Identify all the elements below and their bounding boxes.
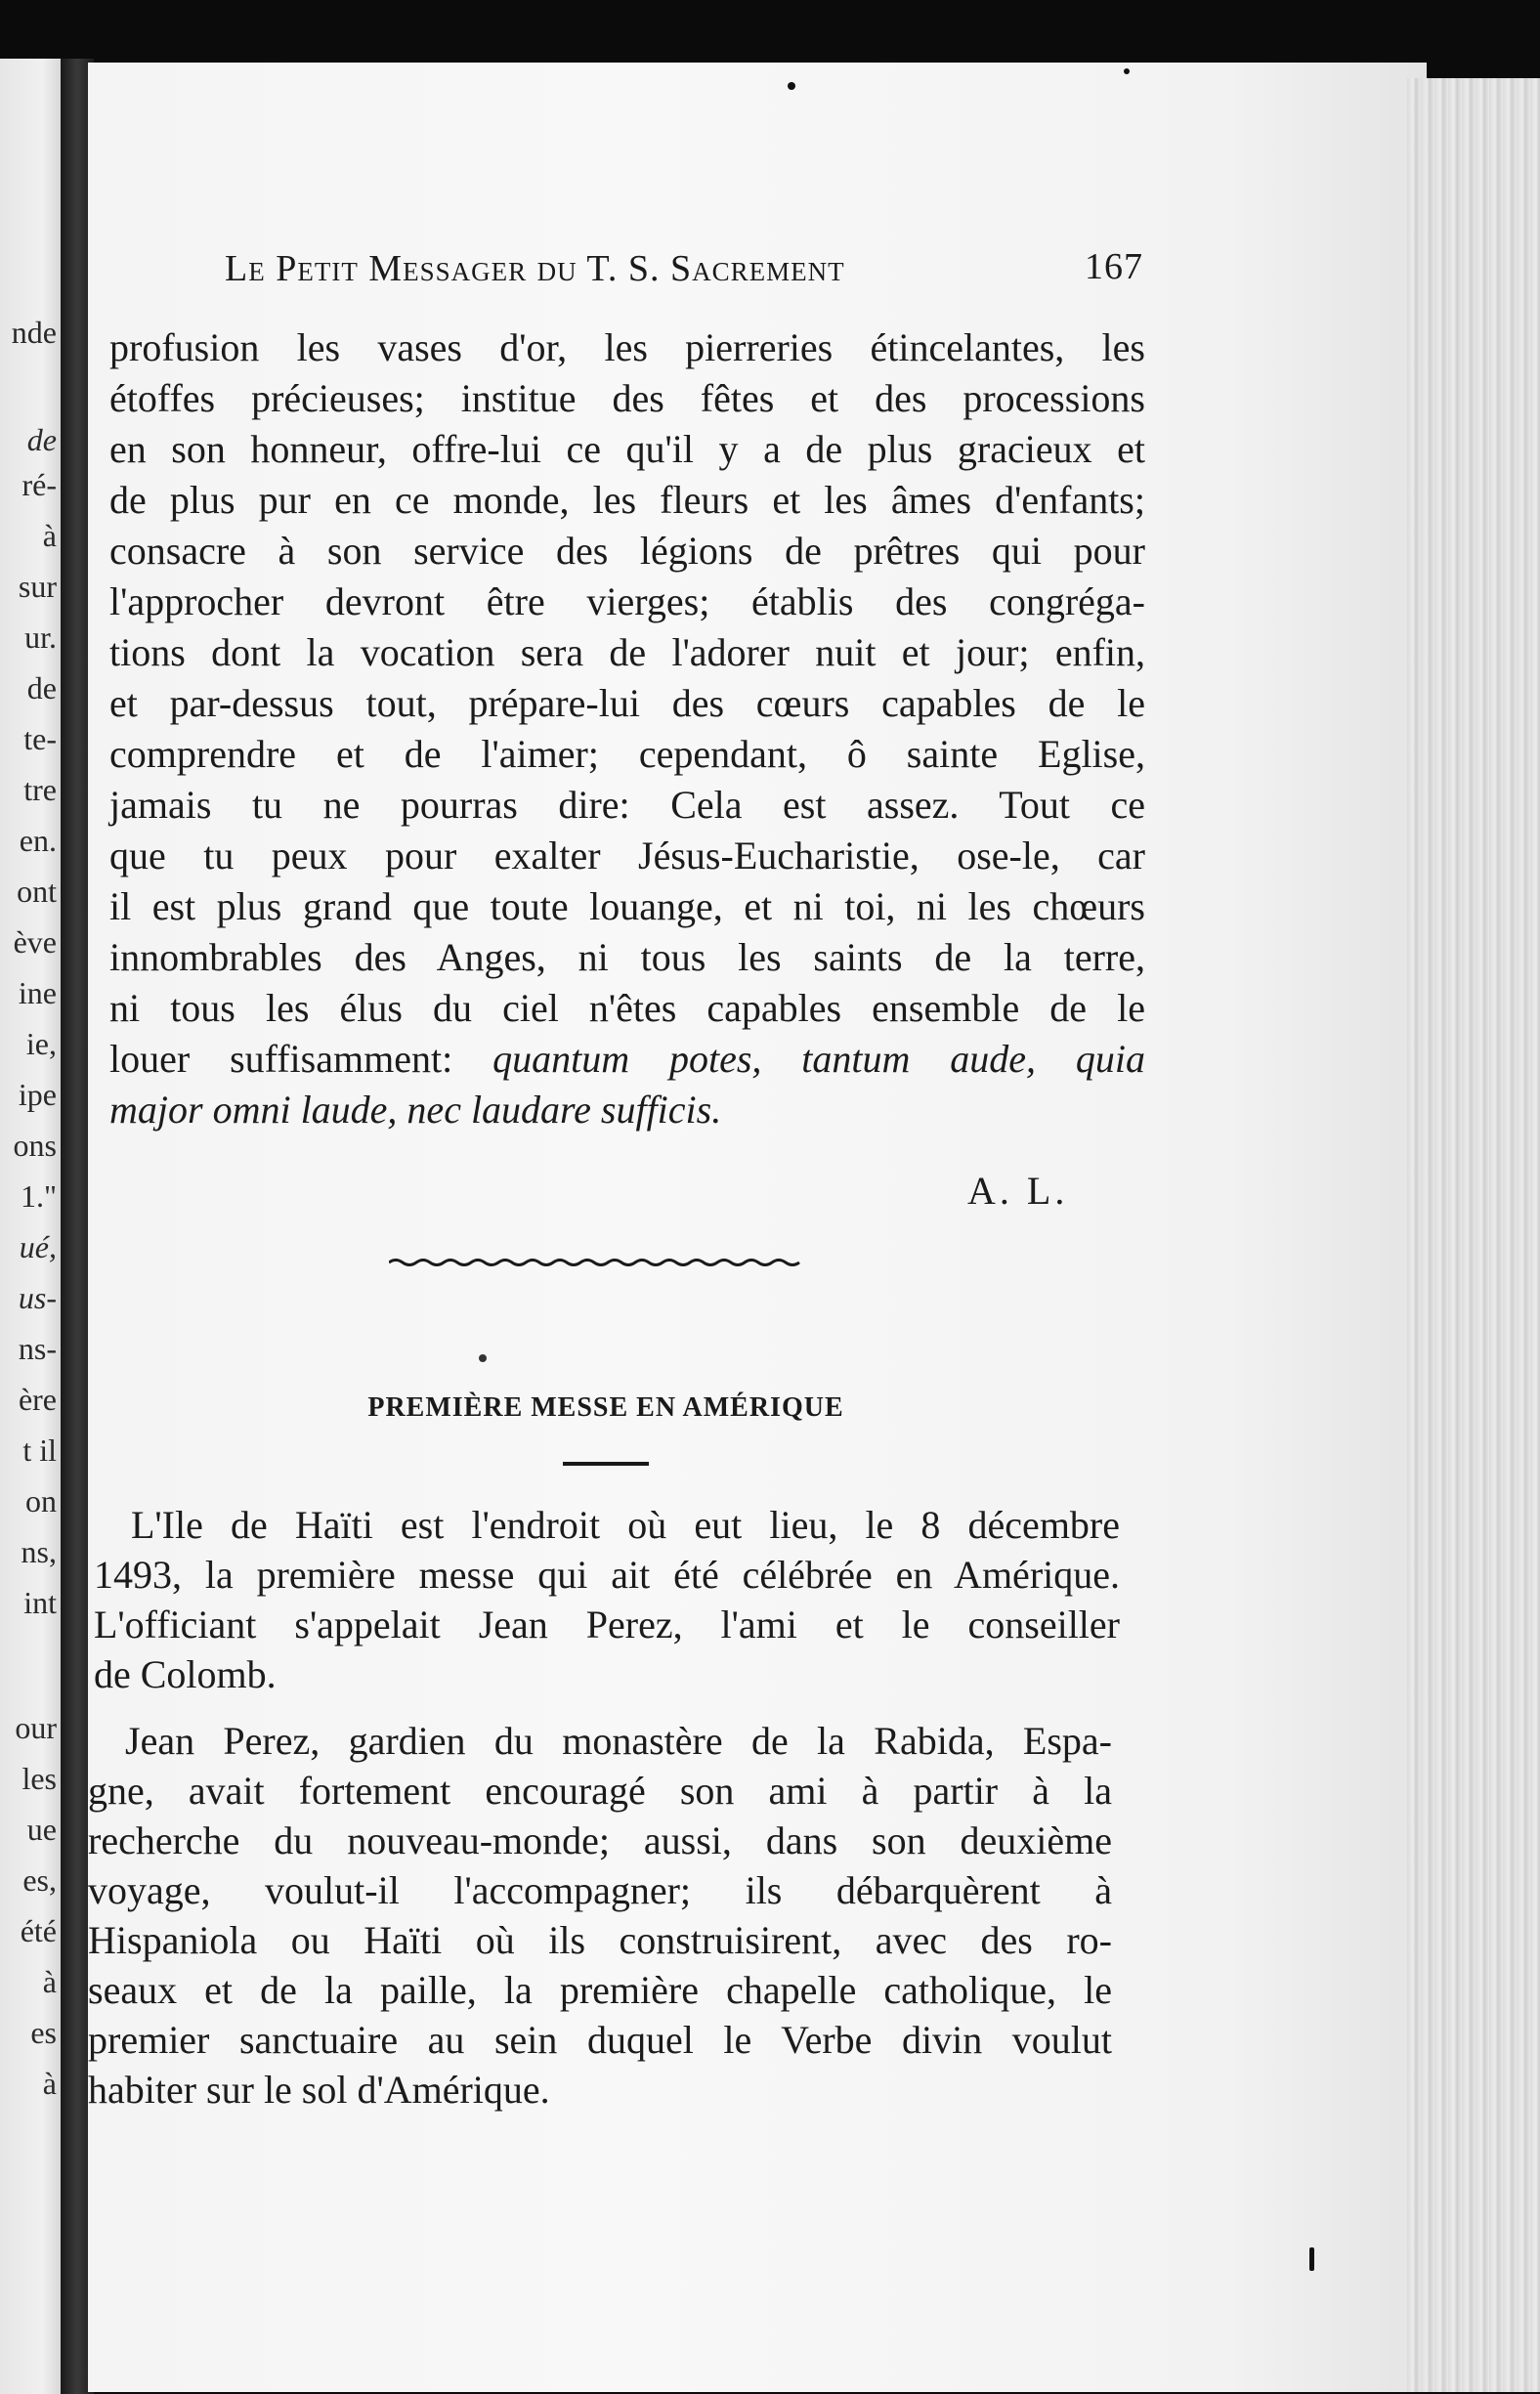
- facing-page-fragment: ons: [13, 1128, 57, 1163]
- page-edges: [1407, 78, 1540, 2392]
- facing-page-fragment: à: [42, 2066, 57, 2101]
- text-line: de plus pur en ce monde, les fleurs et les âmes d'enfants;: [109, 478, 1145, 522]
- paragraph-1: [109, 322, 1145, 1135]
- text-line: consacre à son service des légions de prêtres qui pour: [109, 529, 1145, 573]
- facing-page-fragment: ie,: [25, 1026, 57, 1061]
- text-line: en son honneur, offre-lui ce qu'il y a de plus gracieux et: [109, 427, 1145, 471]
- facing-page-fragment: tre: [23, 772, 57, 807]
- facing-page-fragment: ève: [13, 924, 57, 960]
- facing-page-fragment: en.: [19, 823, 57, 858]
- paragraph-3: [88, 1716, 1112, 2115]
- section-title: PREMIÈRE MESSE EN AMÉRIQUE: [367, 1392, 844, 1423]
- facing-page-fragment: ns-: [18, 1331, 57, 1366]
- dust-speck: [1124, 68, 1130, 74]
- text-line: gne, avait fortement encouragé son ami à partir à la: [88, 1769, 1112, 1813]
- text-line: L'Ile de Haïti est l'endroit où eut lieu, le 8 décembre: [131, 1503, 1120, 1547]
- facing-page-fragment: sur: [18, 569, 57, 604]
- text-line: L'officiant s'appelait Jean Perez, l'ami et le conseiller: [94, 1603, 1120, 1646]
- latin-quote: quantum potes, tantum aude, quia: [492, 1037, 1146, 1081]
- facing-page-fragment: ur.: [24, 620, 57, 655]
- facing-page-fragment: on: [25, 1483, 57, 1518]
- text-line: recherche du nouveau-monde; aussi, dans son deuxième: [88, 1818, 1112, 1862]
- text-line: innombrables des Anges, ni tous les saints de la terre,: [109, 935, 1145, 979]
- facing-page-fragment: de: [26, 670, 57, 705]
- text-line: comprendre et de l'aimer; cependant, ô sainte Eglise,: [109, 732, 1145, 776]
- latin-quote: major omni laude, nec laudare sufficis.: [109, 1088, 722, 1132]
- facing-page-fragment: es,: [22, 1862, 57, 1898]
- ink-dot: [479, 1354, 487, 1362]
- text-line: Jean Perez, gardien du monastère de la Rabida, Espa-: [125, 1719, 1112, 1763]
- text-line: seaux et de la paille, la première chapelle catholique, le: [88, 1968, 1112, 2012]
- text-line: l'approcher devront être vierges; établis des congréga-: [109, 579, 1145, 623]
- facing-page-fragment: int: [23, 1585, 57, 1620]
- facing-page-fragment: our: [15, 1710, 57, 1745]
- facing-page-fragment: les: [21, 1761, 57, 1796]
- facing-page-fragment: te-: [23, 721, 57, 756]
- facing-page-fragment: ine: [18, 975, 57, 1010]
- text-line: Hispaniola ou Haïti où ils construisirent, avec des ro-: [88, 1918, 1112, 1962]
- text-line: étoffes précieuses; institue des fêtes et des processions: [109, 376, 1145, 420]
- text-line: que tu peux pour exalter Jésus-Eucharistie, ose-le, car: [109, 834, 1145, 877]
- text-line: jamais tu ne pourras dire: Cela est assez. Tout ce: [109, 783, 1145, 827]
- facing-page-fragment: ué,: [19, 1229, 57, 1264]
- text-line: il est plus grand que toute louange, et ni toi, ni les chœurs: [109, 884, 1145, 928]
- facing-page-fragment: ue: [26, 1812, 57, 1847]
- text-line: de Colomb.: [94, 1652, 277, 1696]
- plain-text: louer suffisamment:: [109, 1037, 493, 1081]
- page-number: 167: [1085, 246, 1143, 287]
- page-header: [225, 239, 1143, 298]
- facing-page-fragment: été: [20, 1913, 57, 1948]
- text-line: tions dont la vocation sera de l'adorer nuit et jour; enfin,: [109, 630, 1145, 674]
- facing-page-fragment: ont: [17, 874, 57, 909]
- dust-speck: [1309, 2247, 1314, 2271]
- facing-page-fragment: us-: [18, 1280, 57, 1315]
- facing-page-fragment: de: [26, 422, 57, 457]
- dust-speck: [788, 82, 795, 90]
- text-line: profusion les vases d'or, les pierreries étincelantes, les: [109, 325, 1145, 369]
- facing-page-fragment: à: [42, 1964, 57, 1999]
- text-line: [109, 1085, 1145, 1135]
- author-initials: A. L.: [967, 1169, 1069, 1213]
- title-underline-rule: [563, 1462, 649, 1466]
- text-line: et par-dessus tout, prépare-lui des cœurs capables de le: [109, 681, 1145, 725]
- text-line-mixed: [109, 1034, 1145, 1085]
- text-line: voyage, voulut-il l'accompagner; ils débarquèrent à: [88, 1868, 1112, 1912]
- facing-page-fragment: 1.": [20, 1178, 57, 1214]
- facing-page-fragment: nde: [11, 315, 57, 350]
- facing-page-fragment: à: [42, 518, 57, 553]
- paragraph-2: [94, 1500, 1120, 1699]
- facing-page-fragment: ns,: [21, 1534, 57, 1569]
- facing-page-fragment: ipe: [18, 1077, 57, 1112]
- decorative-wavy-rule: [389, 1251, 807, 1274]
- facing-page-fragment: es: [30, 2015, 57, 2050]
- text-line: habiter sur le sol d'Amérique.: [88, 2068, 550, 2112]
- text-line: ni tous les élus du ciel n'êtes capables ensemble de le: [109, 986, 1145, 1030]
- text-line: 1493, la première messe qui ait été célébrée en Amérique.: [94, 1553, 1120, 1597]
- running-title: Le Petit Messager du T. S. Sacrement: [225, 248, 845, 289]
- facing-page-fragment: ré-: [21, 467, 57, 502]
- facing-page-fragment: t il: [22, 1432, 57, 1468]
- facing-page-strip: [0, 59, 61, 2394]
- text-line: premier sanctuaire au sein duquel le Verbe divin voulut: [88, 2018, 1112, 2062]
- facing-page-fragment: ère: [18, 1382, 57, 1417]
